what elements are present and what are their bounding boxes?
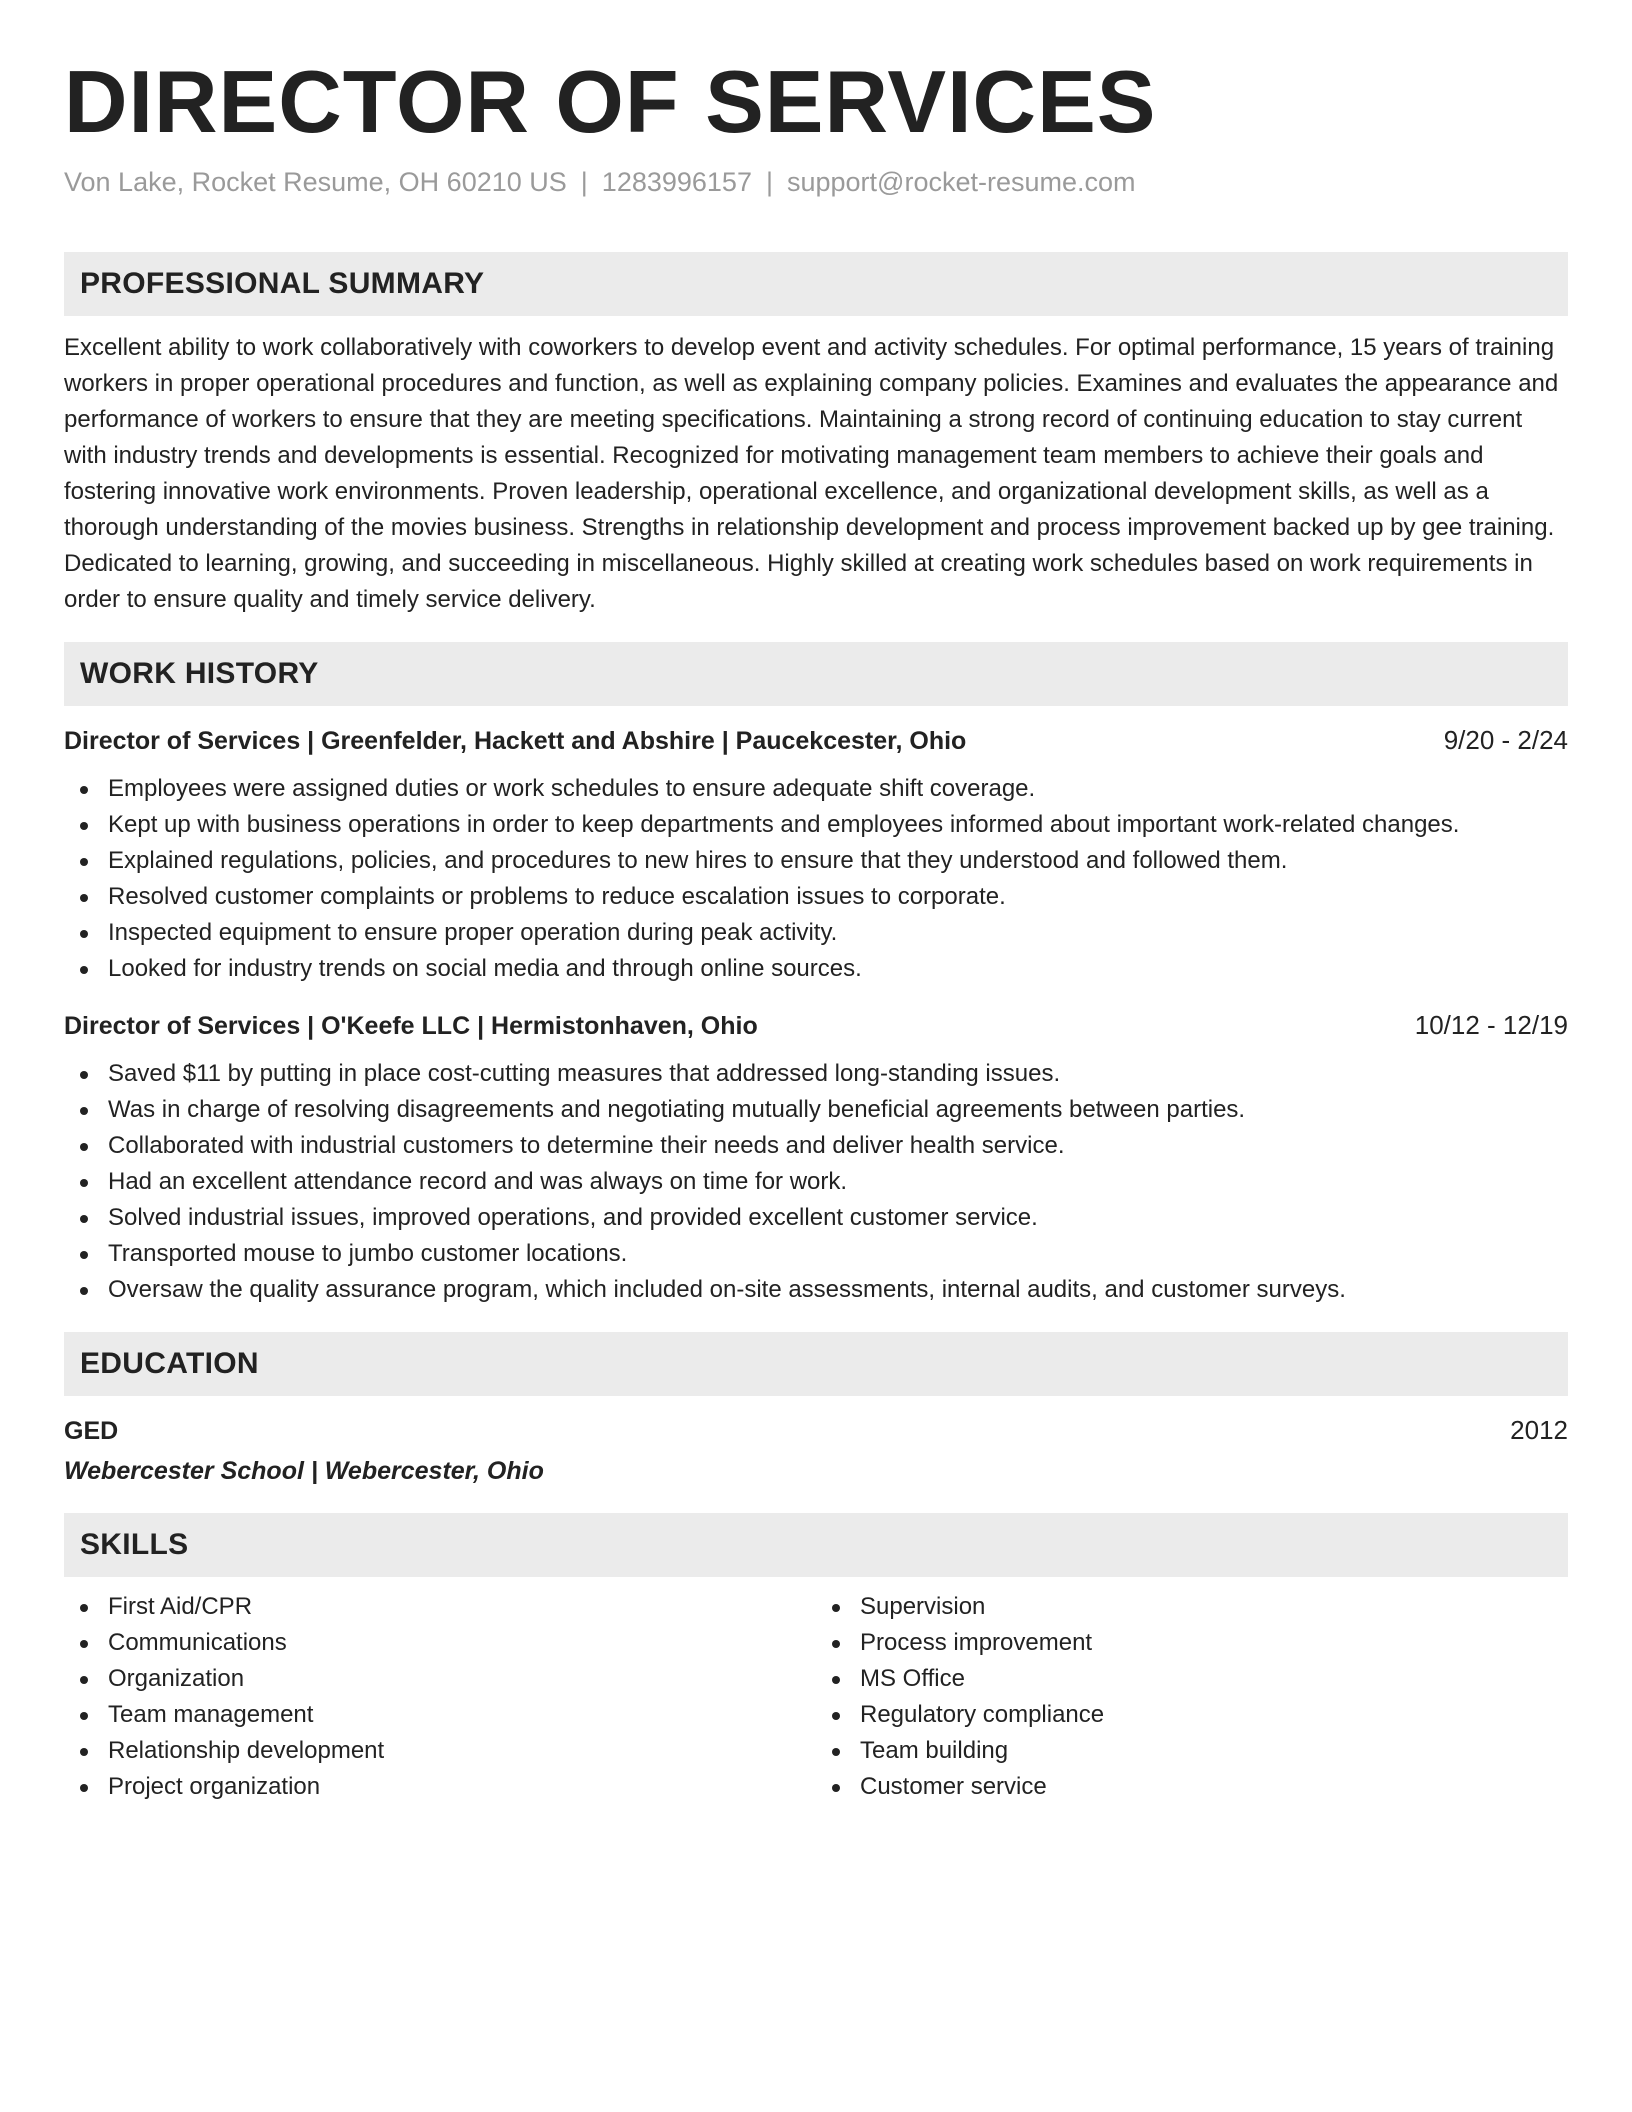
bullet-icon xyxy=(832,1748,840,1756)
education-year: 2012 xyxy=(1510,1415,1568,1445)
bullet-icon xyxy=(80,1640,88,1648)
job-title: Director of Services | O'Keefe LLC | Hermistonhaven, Ohio xyxy=(64,1012,758,1040)
section-header-skills: SKILLS xyxy=(64,1513,1568,1577)
skill-text: MS Office xyxy=(860,1665,965,1692)
skill-text: Regulatory compliance xyxy=(860,1701,1105,1728)
job-bullet-text: Oversaw the quality assurance program, which included on-site assessments, internal audits, and customer surveys. xyxy=(108,1276,1346,1303)
skill-item xyxy=(816,1661,1568,1697)
skill-text: Process improvement xyxy=(860,1629,1093,1656)
contact-separator: | xyxy=(765,167,773,197)
summary-text: Excellent ability to work collaboratively with coworkers to develop event and activity schedules. For optimal performance, 15 years of training workers in proper operational procedures and function, as well as explaining company policies. Examines and evaluates the appearance and performance of workers to ensure that they are meeting specifications. Maintaining a strong record of continuing education to stay current with industry trends and developments is essential. Recognized for motivating management team members to achieve their goals and fostering innovative work environments. Proven leadership, operational excellence, and organizational development skills, as well as a thorough understanding of the movies business. Strengths in relationship development and process improvement backed up by gee training. Dedicated to learning, growing, and succeeding in miscellaneous. Highly skilled at creating work schedules based on work requirements in order to ensure quality and timely service delivery. xyxy=(64,334,1559,613)
job-bullet-text: Resolved customer complaints or problems to reduce escalation issues to corporate. xyxy=(108,883,1006,910)
skills-list xyxy=(64,1589,1568,1805)
bullet-icon xyxy=(80,1251,88,1259)
job-bullet-text: Saved $11 by putting in place cost-cutting measures that addressed long-standing issues. xyxy=(108,1060,1061,1087)
bullet-icon xyxy=(80,1179,88,1187)
skill-item xyxy=(64,1661,816,1697)
skill-item xyxy=(64,1697,816,1733)
skill-item xyxy=(816,1697,1568,1733)
job-bullet-text: Inspected equipment to ensure proper operation during peak activity. xyxy=(108,919,838,946)
skill-text: Team building xyxy=(860,1737,1009,1764)
bullet-icon xyxy=(80,1784,88,1792)
section-header-summary: PROFESSIONAL SUMMARY xyxy=(64,252,1568,316)
job-bullet-text: Explained regulations, policies, and procedures to new hires to ensure that they understood and followed them. xyxy=(108,847,1288,874)
bullet-icon xyxy=(80,1287,88,1295)
job-heading xyxy=(64,1007,1568,1044)
bullet-icon xyxy=(80,1143,88,1151)
bullet-icon xyxy=(80,1676,88,1684)
skill-text: First Aid/CPR xyxy=(108,1593,253,1620)
job-bullet xyxy=(64,951,1568,987)
job-bullet-text: Transported mouse to jumbo customer locations. xyxy=(108,1240,628,1267)
job-bullet xyxy=(64,1200,1568,1236)
job-bullet xyxy=(64,915,1568,951)
skill-item xyxy=(64,1625,816,1661)
job-title: Director of Services | Greenfelder, Hackett and Abshire | Paucekcester, Ohio xyxy=(64,727,967,755)
skill-text: Supervision xyxy=(860,1593,986,1620)
bullet-icon xyxy=(832,1784,840,1792)
section-header-work-history: WORK HISTORY xyxy=(64,642,1568,706)
bullet-icon xyxy=(80,822,88,830)
skill-text: Communications xyxy=(108,1629,287,1656)
job-bullet xyxy=(64,1164,1568,1200)
job-bullet xyxy=(64,1128,1568,1164)
contact-line xyxy=(64,164,1568,200)
bullet-icon xyxy=(80,1712,88,1720)
skill-text: Project organization xyxy=(108,1773,321,1800)
skill-text: Customer service xyxy=(860,1773,1047,1800)
skill-item xyxy=(816,1733,1568,1769)
job-bullets xyxy=(64,771,1568,987)
job-bullet xyxy=(64,807,1568,843)
skill-item xyxy=(816,1625,1568,1661)
job-bullet xyxy=(64,1056,1568,1092)
contact-separator: | xyxy=(580,167,588,197)
bullet-icon xyxy=(80,894,88,902)
job-bullet-text: Had an excellent attendance record and was always on time for work. xyxy=(108,1168,848,1195)
bullet-icon xyxy=(80,858,88,866)
contact-email: support@rocket-resume.com xyxy=(786,167,1136,197)
skill-item xyxy=(64,1733,816,1769)
job-bullets xyxy=(64,1056,1568,1308)
contact-address: Von Lake, Rocket Resume, OH 60210 US xyxy=(64,167,567,197)
job-bullet-text: Looked for industry trends on social media and through online sources. xyxy=(108,955,862,982)
job-bullet xyxy=(64,771,1568,807)
job-bullet xyxy=(64,843,1568,879)
bullet-icon xyxy=(80,1071,88,1079)
contact-phone: 1283996157 xyxy=(601,167,752,197)
skill-item xyxy=(64,1589,816,1625)
bullet-icon xyxy=(832,1676,840,1684)
skills-column-right xyxy=(816,1589,1568,1805)
job-bullet xyxy=(64,1092,1568,1128)
skills-bullets xyxy=(816,1589,1568,1805)
bullet-icon xyxy=(832,1604,840,1612)
section-header-education: EDUCATION xyxy=(64,1332,1568,1396)
job-bullet-text: Collaborated with industrial customers to determine their needs and deliver health service. xyxy=(108,1132,1065,1159)
job-entry xyxy=(64,722,1568,987)
education-degree: GED xyxy=(64,1417,119,1445)
job-heading xyxy=(64,722,1568,759)
job-bullet-text: Kept up with business operations in order to keep departments and employees informed about important work-related changes. xyxy=(108,811,1460,838)
job-bullet xyxy=(64,1236,1568,1272)
skill-item xyxy=(816,1769,1568,1805)
skills-column-left xyxy=(64,1589,816,1805)
bullet-icon xyxy=(832,1712,840,1720)
bullet-icon xyxy=(80,1215,88,1223)
bullet-icon xyxy=(80,786,88,794)
job-entry xyxy=(64,1007,1568,1308)
job-bullet-text: Employees were assigned duties or work schedules to ensure adequate shift coverage. xyxy=(108,775,1036,802)
bullet-icon xyxy=(80,1604,88,1612)
education-school: Webercester School | Webercester, Ohio xyxy=(64,1457,544,1485)
skill-text: Organization xyxy=(108,1665,245,1692)
skill-item xyxy=(64,1769,816,1805)
job-dates: 9/20 - 2/24 xyxy=(1443,725,1568,755)
job-dates: 10/12 - 12/19 xyxy=(1414,1010,1568,1040)
bullet-icon xyxy=(80,1107,88,1115)
bullet-icon xyxy=(832,1640,840,1648)
education-heading xyxy=(64,1412,1568,1449)
job-bullet-text: Was in charge of resolving disagreements and negotiating mutually beneficial agreements between parties. xyxy=(108,1096,1246,1123)
job-bullet xyxy=(64,1272,1568,1308)
bullet-icon xyxy=(80,930,88,938)
skill-text: Relationship development xyxy=(108,1737,385,1764)
skill-text: Team management xyxy=(108,1701,314,1728)
job-bullet-text: Solved industrial issues, improved operations, and provided excellent customer service. xyxy=(108,1204,1038,1231)
skill-item xyxy=(816,1589,1568,1625)
skills-bullets xyxy=(64,1589,816,1805)
resume-name: DIRECTOR OF SERVICES xyxy=(64,52,1157,151)
bullet-icon xyxy=(80,1748,88,1756)
job-bullet xyxy=(64,879,1568,915)
bullet-icon xyxy=(80,966,88,974)
